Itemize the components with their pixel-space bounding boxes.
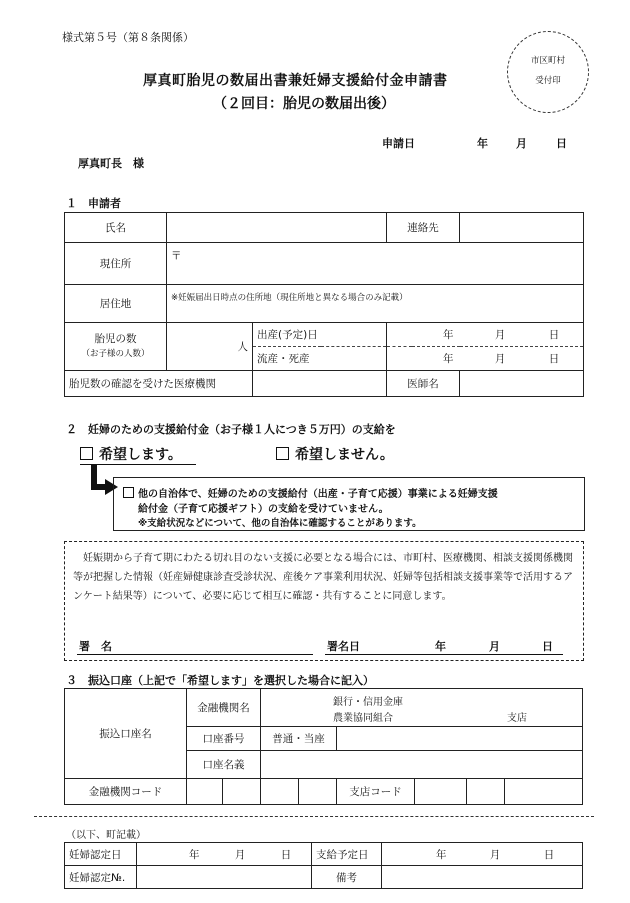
bank-code-digit-2[interactable] xyxy=(223,779,261,805)
bank-types-line1: 銀行・信用金庫 xyxy=(333,697,403,708)
section3-heading: ３ 振込口座（上記で「希望します」を選択した場合に記入） xyxy=(66,674,374,687)
option-wish-yes[interactable] xyxy=(80,444,196,465)
account-type[interactable]: 普通・当座 xyxy=(261,727,337,751)
pay-month: 月 xyxy=(489,848,501,861)
postal-mark: 〒 xyxy=(171,250,182,262)
address-label: 現住所 xyxy=(65,243,167,285)
name-field[interactable] xyxy=(167,213,387,243)
bank-account-table xyxy=(64,688,583,805)
option-wish-yes-label: 希望します。 xyxy=(99,447,182,463)
fetus-count-label xyxy=(65,323,167,371)
form-title: 厚真町胎児の数届出書兼妊婦支援給付金申請書 xyxy=(143,73,448,89)
bank-types-line2: 農業協同組合 xyxy=(333,713,393,724)
stillbirth-year: 年 xyxy=(443,353,454,365)
sign-day: 日 xyxy=(542,640,553,653)
pay-year: 年 xyxy=(436,848,447,861)
bank-code-digit-4[interactable] xyxy=(299,779,337,805)
account-holder-field[interactable] xyxy=(261,751,583,779)
option-wish-no-label: 希望しません。 xyxy=(295,447,394,463)
bank-name-field[interactable] xyxy=(261,689,583,727)
checkbox-yes[interactable] xyxy=(80,447,93,460)
cert-no-label: 妊婦認定№. xyxy=(65,866,137,889)
addressee: 厚真町長 様 xyxy=(78,157,144,170)
branch-suffix: 支店 xyxy=(507,713,527,724)
birth-year: 年 xyxy=(443,329,454,341)
cert-date-label: 妊婦認定日 xyxy=(65,843,137,866)
form-subtitle: （２回目：胎児の数届出後） xyxy=(213,96,395,112)
option-wish-no[interactable] xyxy=(276,444,394,464)
sign-field[interactable] xyxy=(125,634,313,654)
sign-year: 年 xyxy=(435,640,446,653)
pay-date-field[interactable] xyxy=(382,843,583,866)
account-no-field[interactable] xyxy=(337,727,583,751)
birth-day: 日 xyxy=(548,329,560,341)
apply-month-label: 月 xyxy=(516,137,527,150)
cert-day: 日 xyxy=(280,848,292,861)
bank-code-digit-1[interactable] xyxy=(187,779,223,805)
person-unit: 人 xyxy=(237,341,248,353)
sign-date-underline xyxy=(325,654,563,655)
branch-code-digit-3[interactable] xyxy=(505,779,583,805)
stamp-label-line1: 市区町村 xyxy=(530,56,565,66)
other-municipality-box xyxy=(113,477,585,531)
sign-date-label: 署名日 xyxy=(327,640,360,653)
cut-line xyxy=(34,816,594,817)
stamp-label-line2: 受付印 xyxy=(535,76,561,86)
birth-date-field[interactable] xyxy=(387,323,584,347)
institution-field[interactable] xyxy=(253,371,387,397)
cert-month: 月 xyxy=(234,848,246,861)
stillbirth-month: 月 xyxy=(494,353,506,365)
apply-year-label: 年 xyxy=(477,137,488,150)
account-label: 振込口座名 xyxy=(65,689,187,779)
stillbirth-day: 日 xyxy=(548,353,560,365)
doctor-label: 医師名 xyxy=(387,371,460,397)
form-number: 様式第５号（第８条関係） xyxy=(62,31,194,44)
sign-label: 署 名 xyxy=(79,640,112,653)
cert-no-field[interactable] xyxy=(137,866,312,889)
sign-month: 月 xyxy=(489,640,500,653)
apply-date-label: 申請日 xyxy=(382,137,415,150)
contact-label: 連絡先 xyxy=(387,213,460,243)
birth-month: 月 xyxy=(494,329,506,341)
apply-day-label: 日 xyxy=(556,137,567,150)
section2-heading: ２ 妊婦のための支援給付金（お子様１人につき５万円）の支給を xyxy=(66,423,396,436)
office-table xyxy=(64,842,583,889)
remarks-field[interactable] xyxy=(382,866,583,889)
doctor-field[interactable] xyxy=(460,371,584,397)
branch-code-digit-1[interactable] xyxy=(415,779,467,805)
other-municipality-note: ※支給状況などについて、他の自治体に確認することがあります。 xyxy=(138,518,422,529)
residence-note: ※妊娠届出日時点の住所地（現住所地と異なる場合のみ記載） xyxy=(171,293,408,303)
remarks-label: 備考 xyxy=(312,866,382,889)
applicant-table xyxy=(64,212,584,397)
branch-code-digit-2[interactable] xyxy=(467,779,505,805)
institution-label: 胎児数の確認を受けた医療機関 xyxy=(65,371,253,397)
other-municipality-text1: 他の自治体で、妊婦のための支援給付（出産・子育て応援）事業による妊婦支援 xyxy=(138,489,498,500)
address-field[interactable] xyxy=(167,243,584,285)
account-holder-label: 口座名義 xyxy=(187,751,261,779)
bank-name-label: 金融機関名 xyxy=(187,689,261,727)
birth-date-label: 出産(予定)日 xyxy=(253,323,387,347)
pay-date-label: 支給予定日 xyxy=(312,843,382,866)
name-label: 氏名 xyxy=(65,213,167,243)
fetus-count-label-sub: （お子様の人数） xyxy=(81,349,150,360)
cert-date-field[interactable] xyxy=(137,843,312,866)
contact-field[interactable] xyxy=(460,213,584,243)
other-municipality-line1[interactable] xyxy=(123,485,498,500)
consent-box xyxy=(64,541,584,661)
residence-field[interactable] xyxy=(167,285,584,323)
pay-day: 日 xyxy=(543,848,555,861)
branch-code-label: 支店コード xyxy=(337,779,415,805)
office-note: （以下、町記載） xyxy=(66,830,146,841)
consent-text: 妊娠期から子育て期にわたる切れ目のない支援に必要となる場合には、市町村、医療機関、相談支援関係機関等が把握した情報（妊産婦健康診査受診状況、産後ケア事業利用状況、妊婦等包括相談支援事業等で活用するアンケート結果等）について、必要に応じて相互に確認・共有することに同意します。 xyxy=(73,553,573,602)
sign-underline xyxy=(77,654,313,655)
stillbirth-label: 流産・死産 xyxy=(253,347,387,371)
other-municipality-line2: 給付金（子育て応援ギフト）の支給を受けていません。 xyxy=(138,504,389,515)
cert-year: 年 xyxy=(189,848,200,861)
bank-code-digit-3[interactable] xyxy=(261,779,299,805)
reception-stamp-area xyxy=(507,31,589,113)
fetus-count-field[interactable] xyxy=(167,323,253,371)
fetus-count-label-main: 胎児の数 xyxy=(94,333,137,346)
section1-heading: １ 申請者 xyxy=(66,197,121,210)
checkbox-no[interactable] xyxy=(276,447,289,460)
checkbox-other-municipality[interactable] xyxy=(123,487,134,498)
residence-label: 居住地 xyxy=(65,285,167,323)
stillbirth-date-field[interactable] xyxy=(387,347,584,371)
account-no-label: 口座番号 xyxy=(187,727,261,751)
bank-code-label: 金融機関コード xyxy=(65,779,187,805)
